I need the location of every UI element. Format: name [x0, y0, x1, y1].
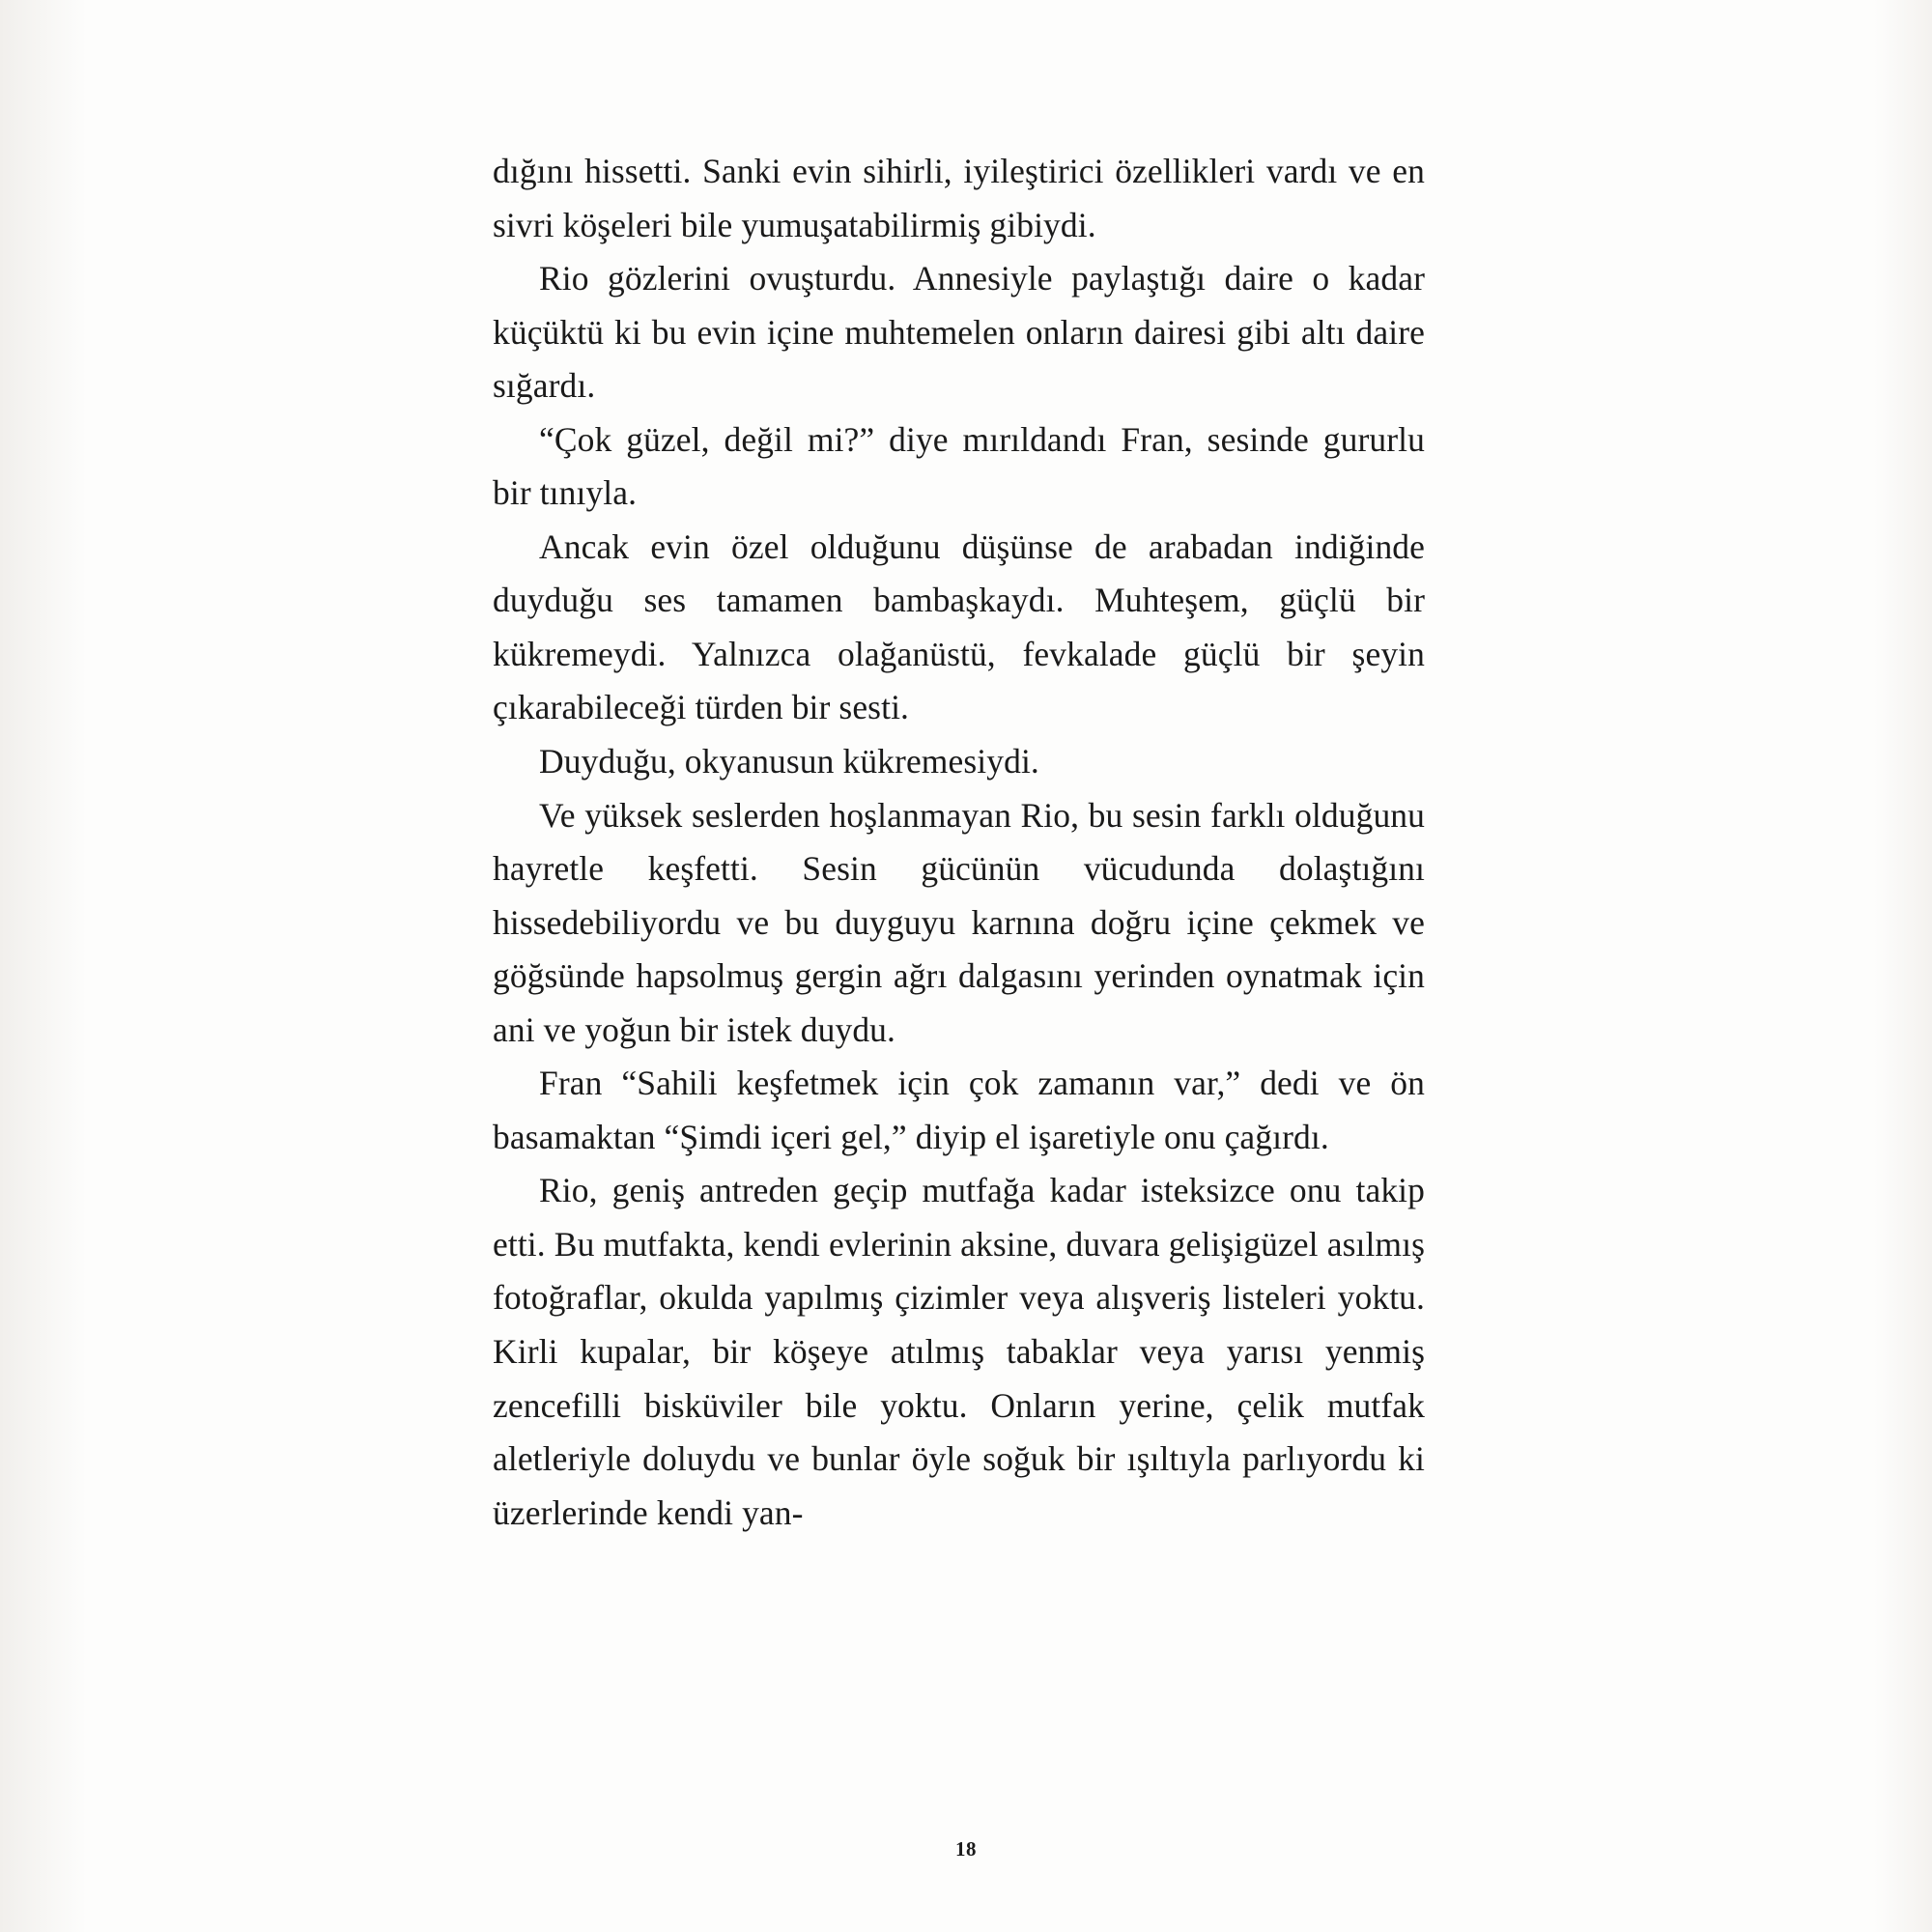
page-number: 18 [955, 1837, 977, 1861]
paragraph-4: Ancak evin özel olduğunu düşünse de arabadan indiğinde duyduğu ses tamamen bambaşkaydı. Muhteşem, güçlü bir kükremeydi. Yalnızca olağanüstü, fevkalade güçlü bir şeyin çıkarabileceği türden bir sesti. [493, 526, 1425, 727]
paragraph-6: Ve yüksek seslerden hoşlanmayan Rio, bu sesin farklı olduğunu hayretle keşfetti. Sesin gücünün vücudunda dolaştığını hissedebiliyordu ve bu duyguyu karnına doğru içine çekmek ve göğsünde hapsolmuş gergin ağrı dalgasını yerinden oynatmak için ani ve yoğun bir istek duydu. [493, 795, 1425, 1049]
paragraph-1: dığını hissetti. Sanki evin sihirli, iyileştirici özellikleri vardı ve en sivri köşeleri bile yumuşatabilirmiş gibiydi. [493, 152, 1425, 244]
paragraph-8: Rio, geniş antreden geçip mutfağa kadar isteksizce onu takip etti. Bu mutfakta, kendi evlerinin aksine, duvara gelişigüzel asılmış fotoğraflar, okulda yapılmış çizimler veya alışveriş listeleri yoktu. Kirli kupalar, bir köşeye atılmış tabaklar veya yarısı yenmiş zencefilli bisküviler bile yoktu. Onların yerine, çelik mutfak aletleriyle doluydu ve bunlar öyle soğuk bir ışıltıyla parlıyordu ki üzerlerinde kendi yan- [493, 1171, 1425, 1532]
paragraph-2: Rio gözlerini ovuşturdu. Annesiyle paylaştığı daire o kadar küçüktü ki bu evin içine muhtemelen onların dairesi gibi altı daire sığardı. [493, 259, 1425, 406]
paragraph-5: Duyduğu, okyanusun kükremesiydi. [539, 742, 1039, 781]
page-right-edge-shading [1874, 0, 1932, 1932]
body-text-column [493, 145, 1425, 1540]
paragraph-7: Fran “Sahili keşfetmek için çok zamanın var,” dedi ve ön basamaktan “Şimdi içeri gel,” diyip el işaretiyle onu çağırdı. [493, 1064, 1425, 1156]
paragraph-3: “Çok güzel, değil mi?” diye mırıldandı Fran, sesinde gururlu bir tınıyla. [493, 419, 1425, 513]
page-left-edge-shading [0, 0, 87, 1932]
